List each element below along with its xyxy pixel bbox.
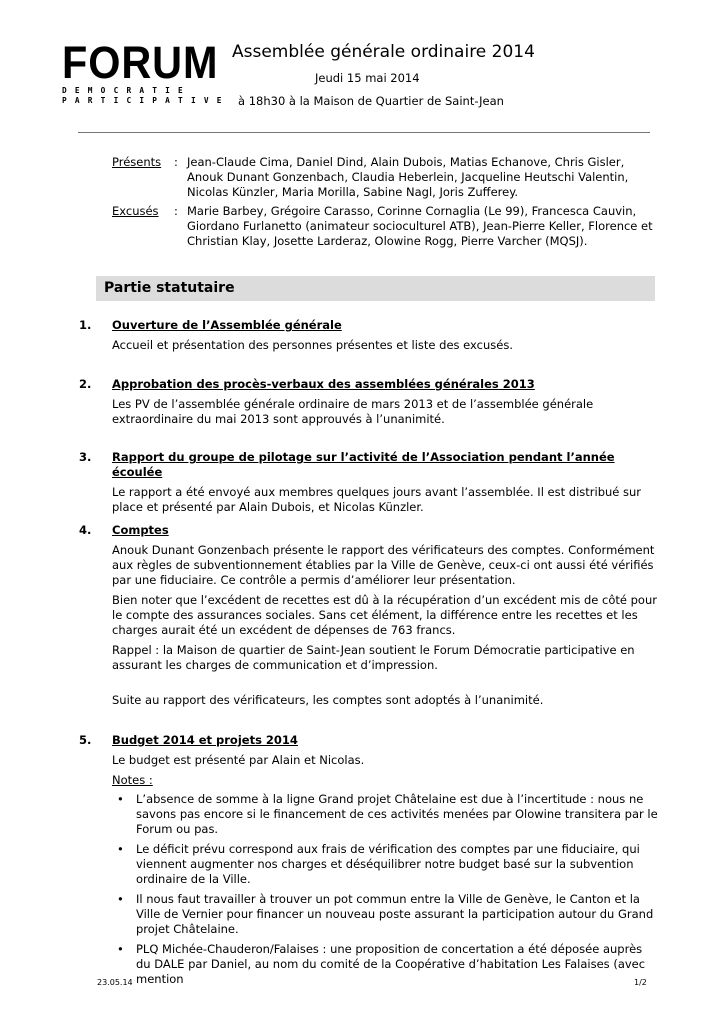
header-divider (78, 132, 650, 133)
agenda-item-2 (79, 377, 659, 432)
footer-date: 23.05.14 (97, 978, 133, 987)
item-title: Budget 2014 et projets 2014 (112, 733, 298, 747)
logo-letter: O (88, 37, 122, 88)
section-title: Partie statutaire (104, 280, 235, 296)
notes-list (112, 792, 659, 987)
item-title: Ouverture de l’Assemblée générale (112, 318, 342, 332)
logo-line-2: PARTICIPATIVE (62, 96, 230, 105)
excused-colon: : (174, 204, 178, 218)
item-number: 2. (79, 377, 92, 391)
present-block (112, 155, 657, 200)
meeting-place: à 18h30 à la Maison de Quartier de Saint-Jean (238, 94, 504, 108)
logo-letter: F (62, 37, 89, 88)
agenda-item-1 (79, 318, 659, 358)
item-paragraph: Le budget est présenté par Alain et Nicolas. (112, 753, 365, 767)
meeting-date: Jeudi 15 mai 2014 (315, 71, 420, 85)
item-paragraph: Rappel : la Maison de quartier de Saint-Jean soutient le Forum Démocratie participative en assurant les charges de communication et d’impression. (112, 643, 635, 672)
logo-line-1: DEMOCRATIE (62, 86, 191, 95)
present-names: Jean-Claude Cima, Daniel Dind, Alain Dubois, Matias Echanove, Chris Gisler, Anouk Dunant Gonzenbach, Claudia Heberlein, Jacqueline Heutschi Valentin, Nicolas Künzler, Maria Morilla, Sabine Nagl, Joris Zufferey. (187, 155, 629, 199)
item-number: 1. (79, 318, 92, 332)
item-paragraph: Suite au rapport des vérificateurs, les comptes sont adoptés à l’unanimité. (112, 693, 544, 707)
logo-letter: R (121, 37, 153, 88)
excused-block (112, 204, 657, 249)
notes-label: Notes : (112, 773, 153, 787)
excused-label: Excusés (112, 204, 159, 218)
section-header (96, 276, 655, 301)
item-paragraph: Bien noter que l’excédent de recettes est dû à la récupération d’un excédent mis de côté pour le compte des assurances sociales. Sans cet élément, la différence entre les recettes et les charges aurait été un excédent de dépenses de 763 francs. (112, 593, 657, 637)
present-colon: : (174, 155, 178, 169)
forum-logo (62, 37, 230, 110)
page-number: 1/2 (634, 978, 647, 987)
agenda-item-4 (79, 523, 659, 713)
logo-letter: U (152, 37, 183, 88)
item-paragraph: Accueil et présentation des personnes présentes et liste des excusés. (112, 338, 513, 352)
agenda-item-3 (79, 450, 659, 520)
item-title: Approbation des procès-verbaux des assemblées générales 2013 (112, 377, 535, 391)
item-number: 5. (79, 733, 92, 747)
list-item: • Le déficit prévu correspond aux frais de vérification des comptes par une fiduciaire, qui viennent augmenter nos charges et déséquilibrer notre budget basé sur la subvention ordinaire de la Ville. (112, 842, 659, 887)
item-number: 3. (79, 450, 92, 464)
present-label: Présents (112, 155, 162, 169)
document-title: Assemblée générale ordinaire 2014 (232, 42, 535, 62)
item-paragraph: Le rapport a été envoyé aux membres quelques jours avant l’assemblée. Il est distribué sur place et présenté par Alain Dubois, et Nicolas Künzler. (112, 485, 642, 514)
logo-letter: M (182, 37, 219, 88)
item-number: 4. (79, 523, 92, 537)
agenda-item-5 (79, 733, 659, 992)
list-item: • Il nous faut travailler à trouver un pot commun entre la Ville de Genève, le Canton et la Ville de Vernier pour financer un nouveau poste assurant la participation autour du Grand projet Châtelaine. (112, 892, 659, 937)
logo-word (62, 37, 219, 88)
item-title: Comptes (112, 523, 169, 537)
list-item: • PLQ Michée-Chauderon/Falaises : une proposition de concertation a été déposée auprès du DALE par Daniel, au nom du comité de la Coopérative d’habitation Les Falaises (avec mention (112, 942, 659, 987)
item-title: Rapport du groupe de pilotage sur l’activité de l’Association pendant l’année écoulée (112, 450, 615, 479)
list-item: • L’absence de somme à la ligne Grand projet Châtelaine est due à l’incertitude : nous ne savons pas encore si le financement de ces activités menées par Olowine transitera par le Forum ou pas. (112, 792, 659, 837)
excused-names: Marie Barbey, Grégoire Carasso, Corinne Cornaglia (Le 99), Francesca Cauvin, Giordano Furlanetto (animateur socioculturel ATB), Jean-Pierre Keller, Florence et Christian Klay, Josette Larderaz, Olowine Rogg, Pierre Varcher (MQSJ). (187, 204, 653, 248)
item-paragraph: Anouk Dunant Gonzenbach présente le rapport des vérificateurs des comptes. Conformément aux règles de subventionnement établies par la Ville de Genève, ceux-ci ont aussi été vérifiés par une fiduciaire. Ce contrôle a permis d’améliorer leur présentation. (112, 543, 655, 587)
item-paragraph: Les PV de l’assemblée générale ordinaire de mars 2013 et de l’assemblée générale extraordinaire du mai 2013 sont approuvés à l’unanimité. (112, 397, 594, 426)
